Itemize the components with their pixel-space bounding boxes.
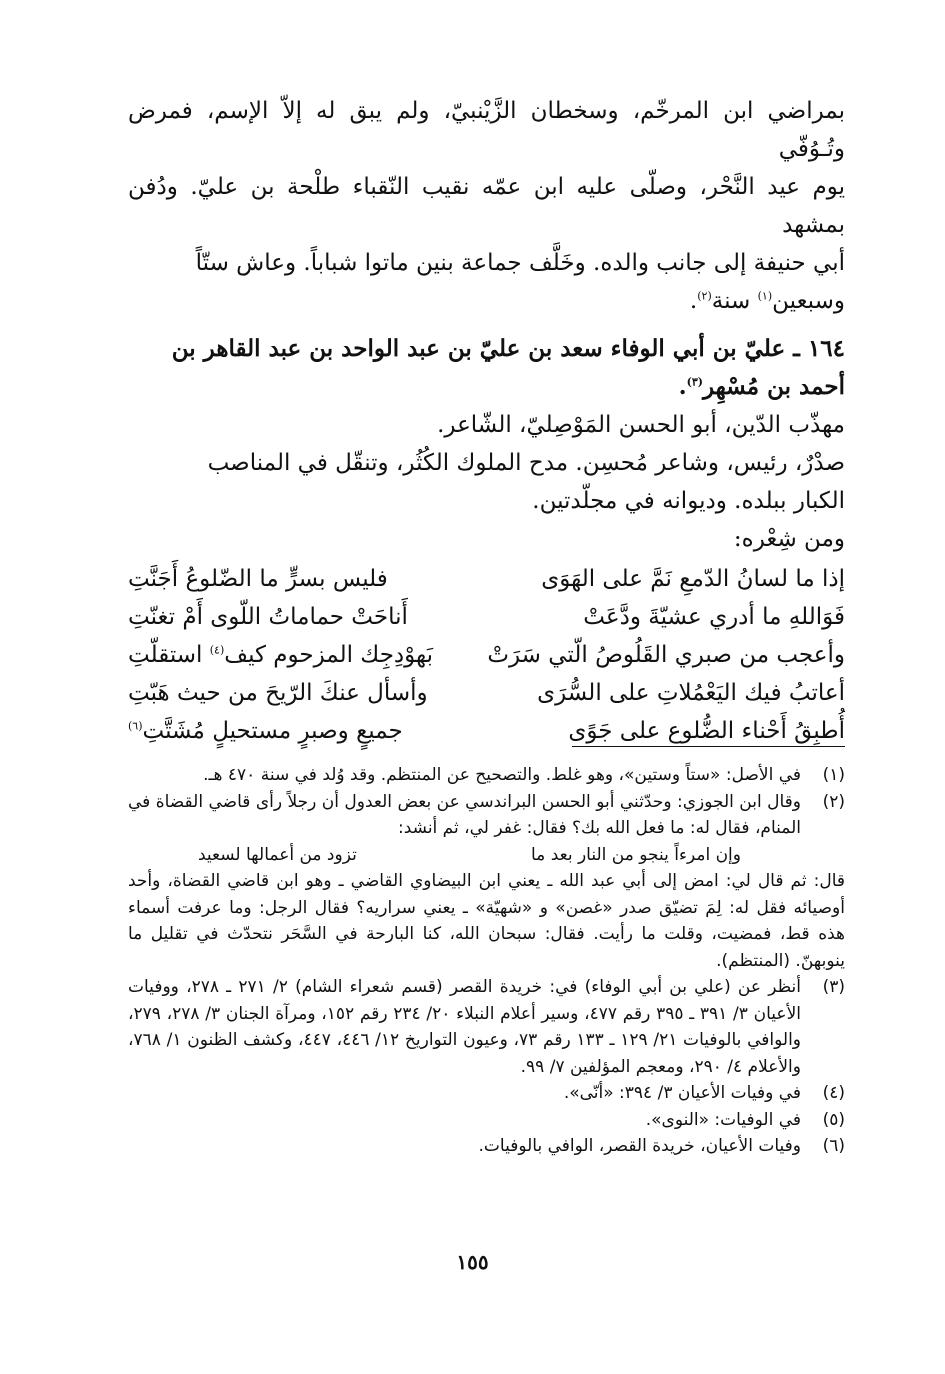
- intro-line: يوم عيد النَّحْر، وصلّى عليه ابن عمّه نقيب النّقباء طلْحة بن عليّ. ودُفن بمشهد: [128, 174, 845, 238]
- footnote: [128, 1080, 845, 1107]
- intro-line: بمراضي ابن المرخّم، وسخطان الزَّيْنبيّ، ولم يبق له إلاّ الإسم، فمرض وتُـوُفّي: [128, 98, 845, 162]
- footnote-body: [128, 789, 801, 869]
- verse-first-hemistich: إذا ما لسانُ الدّمعِ نَمَّ على الهَوَى: [541, 566, 845, 592]
- footnote: [128, 1107, 845, 1134]
- entry-bio: الكبار ببلده. وديوانه في مجلّدتين.: [532, 488, 845, 514]
- poetry-intro: ومن شِعْره:: [733, 526, 845, 552]
- verse-first-hemistich: فَوَاللهِ ما أدري عشيّةَ ودَّعَتْ: [583, 604, 845, 630]
- footnote-number: (٢): [822, 791, 845, 812]
- verse-second-hemistich: أَناحَتْ حماماتُ اللّوى أَمْ تغنّتِ: [128, 604, 408, 630]
- entry-heading: [128, 368, 845, 406]
- entry-heading: ١٦٤ ـ عليّ بن أبي الوفاء سعد بن عليّ بن عبد الواحد بن عبد القاهر بن: [171, 335, 845, 362]
- verse-text: بَهوْدِجِك المزحوم كيف: [224, 642, 434, 668]
- footnote-number: (٤): [822, 1083, 845, 1103]
- entry-titles: مهذّب الدّين، أبو الحسن المَوْصِليّ، الشّاعر.: [437, 412, 845, 438]
- footnote-text: أنظر عن (علي بن أبي الوفاء) في: خريدة القصر (قسم شعراء الشام) ٢/ ٢٧١ ـ ٢٧٨، ووفيات الأعيان ٣/ ٣٩١ ـ ٣٩٥ رقم ٤٧٧، وسير أعلام النبلاء ٢٠/ ٢٣٤ رقم ١٥٢، ومرآة الجنان ٣/ ٢٧٨، ٢٧٩، والوافي بالوفيات ٢١/ ١٢٩ ـ ١٣٣ رقم ٧٣، وعيون التواريخ ١٢/ ٤٤٦، ٤٤٧، وكشف الظنون ١/ ٧٦٨، والأعلام ٤/ ٢٩٠، ومعجم المؤلفين ٧/ ٩٩.: [128, 977, 802, 1077]
- poem-verse: [128, 674, 845, 712]
- verse-second-hemistich: فليس بسرٍّ ما الضّلوعُ أَجَنَّتِ: [128, 566, 388, 592]
- verse-text: استقلّتِ: [128, 642, 210, 668]
- verse-first-hemistich: أعاتبُ فيك اليَعْمُلاتِ على السُّرَى: [537, 680, 845, 706]
- intro-text: وسبعين: [772, 288, 845, 314]
- footnote-marker: (١): [757, 289, 773, 303]
- verse-first-hemistich: وأعجب من صبري القَلُوصُ الّتي سَرَتْ: [487, 642, 845, 668]
- verse-text: جميعٍ وصبرٍ مستحيلٍ مُشَتَّتِ: [142, 718, 403, 744]
- poem-verse: [128, 560, 845, 598]
- footnote-marker: (٤): [209, 643, 225, 657]
- verse-second-hemistich: تزود من أعمالها لسعيد: [198, 844, 357, 865]
- verse-first-hemistich: وإن امرءاً ينجو من النار بعد ما: [531, 844, 741, 865]
- footnote: [128, 1133, 845, 1160]
- entry-heading-text: أحمد بن مُسْهِر: [702, 373, 845, 400]
- footnote-text: وفيات الأعيان، خريدة القصر، الوافي بالوفيات.: [478, 1136, 801, 1156]
- main-text: [128, 92, 845, 750]
- footnote-text: وقال ابن الجوزي: وحدّثني أبو الحسن البراندسي عن بعض العدول أن رجلاً رأى قاضي القضاة في المنام، فقال له: ما فعل الله بك؟ فقال: غفر لي، ثم أنشد:: [128, 791, 801, 838]
- footnote-marker: (٣): [686, 375, 703, 389]
- footnote-number: (٣): [822, 977, 845, 997]
- entry-heading-text: .: [678, 373, 687, 400]
- footnote: [128, 974, 845, 1080]
- footnote: [128, 762, 845, 789]
- poem: [128, 560, 845, 750]
- footnotes: [128, 762, 845, 1160]
- footnote-number: (٥): [822, 1109, 845, 1130]
- poem-verse: [128, 636, 845, 674]
- verse-first-hemistich: أُطبِقُ أَحْناء الضُّلوع على جَوًى: [568, 718, 845, 744]
- intro-text: .: [689, 288, 698, 314]
- verse-second-hemistich: [128, 712, 458, 750]
- footnote-number: (٦): [822, 1136, 845, 1156]
- footnote-separator: [572, 746, 845, 747]
- footnote: [128, 789, 845, 869]
- footnote-number: (١): [822, 765, 845, 785]
- footnote-text: في الأصل: «ستاً وستين»، وهو غلط. والتصحيح عن المنتظم. وقد وُلد في سنة ٤٧٠ هـ.: [203, 765, 801, 785]
- page-number: ١٥٥: [456, 1250, 489, 1274]
- verse-second-hemistich: وأسأل عنكَ الرّيحَ من حيث هَبّتِ: [128, 680, 428, 706]
- verse-second-hemistich: [128, 636, 458, 674]
- footnote-verse: [128, 842, 801, 869]
- footnote-text: في الوفيات: «النوى».: [645, 1109, 801, 1130]
- entry-bio: صدْرٌ، رئيس، وشاعر مُحسِن. مدح الملوك الكُثُر، وتنقّل في المناصب: [207, 450, 845, 476]
- intro-line: [128, 282, 845, 320]
- footnote-marker: (٢): [697, 289, 712, 303]
- intro-line: أبي حنيفة إلى جانب والده. وخَلَّف جماعة بنين ماتوا شباباً. وعاش ستّاً: [195, 250, 845, 276]
- footnote-text: في وفيات الأعيان ٣/ ٣٩٤: «أنّى».: [563, 1083, 801, 1103]
- poem-verse: [128, 598, 845, 636]
- intro-text: سنة: [711, 288, 758, 314]
- footnote-continuation: قال: ثم قال لي: امض إلى أبي عبد الله ـ يعني ابن البيضاوي القاضي ـ وهو ابن قاضي القضاة، وأحد أوصيائه فقل له: لِمَ تضيّق صدر «غصن» و «شهيّة» ـ يعني سراريه؟ فقال الرجل: وما عرفت أسماء هذه قط، فمضيت، وقلت ما رأيت. فقال: سبحان الله، كنا البارحة في السَّحَر نتحدّث في تقليل ما ينوبهنّ. (المنتظم).: [128, 871, 845, 971]
- poem-verse: [128, 712, 845, 750]
- footnote-marker: (٦): [128, 719, 143, 733]
